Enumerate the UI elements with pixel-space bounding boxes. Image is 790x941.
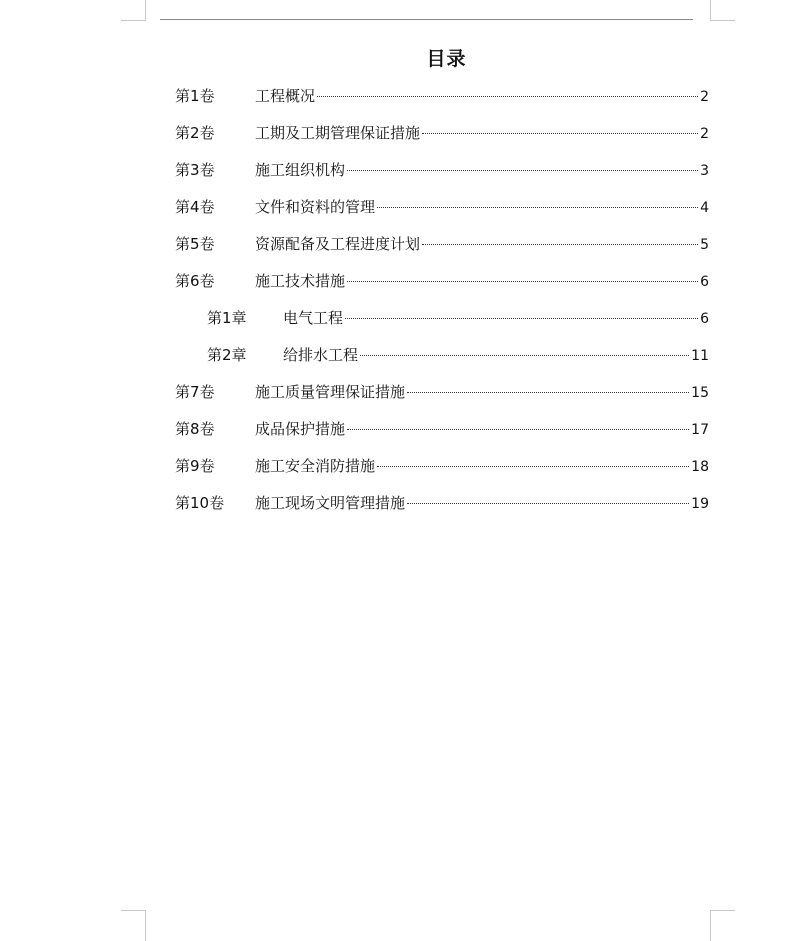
toc-entry-title: 成品保护措施 <box>255 420 346 438</box>
toc-entry-page: 2 <box>700 89 709 105</box>
crop-mark-top-left <box>121 0 146 21</box>
dot-leader <box>347 170 698 171</box>
toc-entry[interactable] <box>175 195 709 232</box>
dot-leader <box>422 133 698 134</box>
toc-entry-number: 第5卷 <box>175 235 215 253</box>
toc-entry-number: 第8卷 <box>175 420 215 438</box>
toc-entry-title: 施工技术措施 <box>255 272 346 290</box>
toc-subentry[interactable] <box>175 343 709 380</box>
toc-entry-page: 3 <box>700 163 709 179</box>
toc-entry-page: 17 <box>691 422 709 438</box>
header-rule <box>160 19 693 20</box>
toc-entry-number: 第10卷 <box>175 494 225 512</box>
toc-entry-title: 给排水工程 <box>283 346 359 364</box>
toc-entry-number: 第1卷 <box>175 87 215 105</box>
toc-entry-title: 工程概况 <box>255 87 316 105</box>
dot-leader <box>347 281 698 282</box>
toc-entry-title: 电气工程 <box>283 309 344 327</box>
toc-entry[interactable] <box>175 84 709 121</box>
dot-leader <box>360 355 689 356</box>
toc-entry[interactable] <box>175 380 709 417</box>
toc-entry-number: 第2章 <box>207 346 247 364</box>
toc-entry-page: 2 <box>700 126 709 142</box>
toc-entry[interactable] <box>175 417 709 454</box>
dot-leader <box>407 392 689 393</box>
toc-entry[interactable] <box>175 158 709 195</box>
toc-entry[interactable] <box>175 491 709 528</box>
toc-entry-title: 施工安全消防措施 <box>255 457 376 475</box>
dot-leader <box>377 207 698 208</box>
toc-entry[interactable] <box>175 121 709 158</box>
toc-entry-page: 6 <box>700 274 709 290</box>
toc-entry[interactable] <box>175 232 709 269</box>
crop-mark-bottom-right <box>710 910 735 941</box>
toc-entry[interactable] <box>175 269 709 306</box>
toc-entry-page: 18 <box>691 459 709 475</box>
dot-leader <box>407 503 689 504</box>
toc-entry-number: 第7卷 <box>175 383 215 401</box>
toc-entry-page: 15 <box>691 385 709 401</box>
toc-title: 目录 <box>426 48 467 70</box>
toc-entry-title: 工期及工期管理保证措施 <box>255 124 421 142</box>
dot-leader <box>422 244 698 245</box>
toc-entry-number: 第2卷 <box>175 124 215 142</box>
dot-leader <box>377 466 689 467</box>
toc-entry-page: 4 <box>700 200 709 216</box>
toc-entry-page: 11 <box>691 348 709 364</box>
dot-leader <box>345 318 698 319</box>
crop-mark-bottom-left <box>121 910 146 941</box>
toc-entry-title: 施工组织机构 <box>255 161 346 179</box>
toc-entry-number: 第9卷 <box>175 457 215 475</box>
toc-entry-title: 施工质量管理保证措施 <box>255 383 406 401</box>
toc-entry-page: 6 <box>700 311 709 327</box>
toc-entry-title: 文件和资料的管理 <box>255 198 376 216</box>
toc-entry-number: 第6卷 <box>175 272 215 290</box>
toc-entry-page: 5 <box>700 237 709 253</box>
toc-entry-page: 19 <box>691 496 709 512</box>
toc-entry-title: 施工现场文明管理措施 <box>255 494 406 512</box>
toc-entry-title: 资源配备及工程进度计划 <box>255 235 421 253</box>
toc-entry-number: 第4卷 <box>175 198 215 216</box>
dot-leader <box>317 96 698 97</box>
toc-subentry[interactable] <box>175 306 709 343</box>
toc-list <box>175 84 709 528</box>
toc-entry-number: 第3卷 <box>175 161 215 179</box>
dot-leader <box>347 429 689 430</box>
toc-entry[interactable] <box>175 454 709 491</box>
crop-mark-top-right <box>710 0 735 21</box>
toc-entry-number: 第1章 <box>207 309 247 327</box>
